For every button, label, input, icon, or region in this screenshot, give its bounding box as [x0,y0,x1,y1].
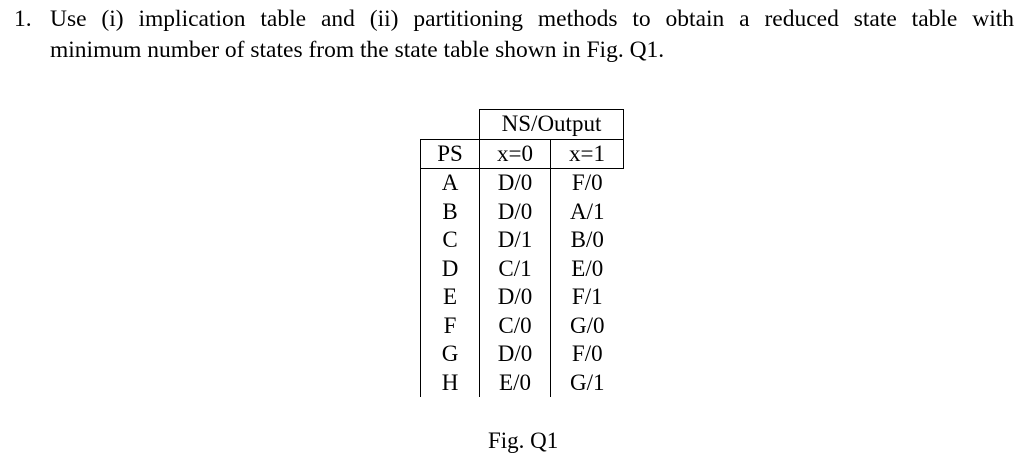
x0-cell: C/0 [480,312,551,341]
figure-caption: Fig. Q1 [488,428,559,453]
ps-cell: C [421,226,480,255]
question-number: 1. [14,6,32,32]
x1-header: x=1 [551,139,624,169]
ps-cell: F [421,312,480,341]
x1-cell: G/1 [551,369,624,398]
table-row [421,226,624,255]
ps-header: PS [421,139,480,169]
ps-cell: D [421,255,480,284]
x1-cell: A/1 [551,198,624,227]
question-text-line-1: Use (i) implication table and (ii) partitioning methods to obtain a reduced state table with [50,6,1014,32]
table-row [421,255,624,284]
x0-header: x=0 [480,139,551,169]
ps-cell: G [421,340,480,369]
question-text [14,4,1014,66]
state-table [420,109,624,397]
x1-cell: F/0 [551,340,624,369]
ps-cell: B [421,198,480,227]
x1-cell: F/0 [551,169,624,198]
ps-cell: H [421,369,480,398]
ps-cell: A [421,169,480,198]
x1-cell: G/0 [551,312,624,341]
empty-header-cell [421,110,480,140]
question-line-1 [14,4,1014,35]
ps-cell: E [421,283,480,312]
x0-cell: D/0 [480,283,551,312]
x1-cell: F/1 [551,283,624,312]
table-row [421,198,624,227]
x0-cell: E/0 [480,369,551,398]
ns-output-header: NS/Output [480,110,624,140]
table-row [421,369,624,398]
table-row [421,169,624,198]
table-header-row [421,139,624,169]
question-line-2: minimum number of states from the state table shown in Fig. Q1. [50,37,665,63]
x1-cell: B/0 [551,226,624,255]
table-row [421,283,624,312]
x0-cell: D/0 [480,169,551,198]
x0-cell: D/1 [480,226,551,255]
x0-cell: C/1 [480,255,551,284]
table-header-row-top [421,110,624,140]
x1-cell: E/0 [551,255,624,284]
x0-cell: D/0 [480,198,551,227]
x0-cell: D/0 [480,340,551,369]
table-row [421,312,624,341]
table-row [421,340,624,369]
